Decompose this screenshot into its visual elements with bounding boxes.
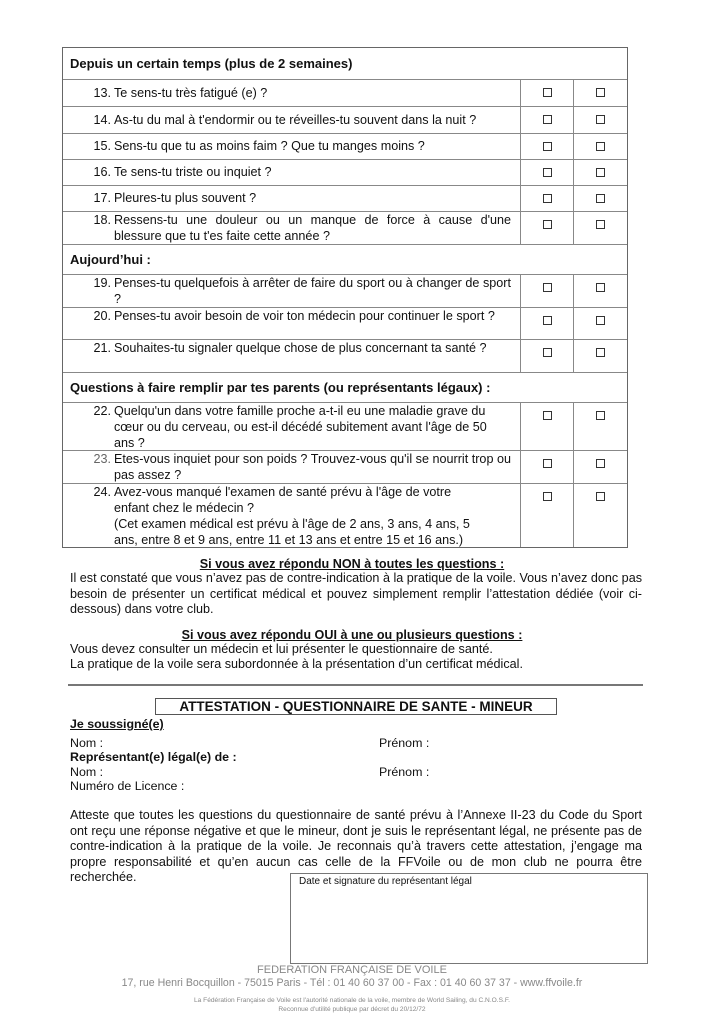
yes-checkbox[interactable] [543, 115, 552, 124]
section-title: Questions à faire remplir par tes parents (ou représentants légaux) : [70, 380, 491, 395]
question-number: 19. [93, 276, 111, 290]
section-title: Depuis un certain temps (plus de 2 semaines) [70, 56, 353, 71]
no-checkbox[interactable] [596, 316, 605, 325]
footer-legal-1: La Fédération Française de Voile est l'autorité nationale de la voile, membre de World Sailing, du C.N.O.S.F. [194, 997, 510, 1004]
question-row [63, 307, 627, 339]
no-checkbox[interactable] [596, 411, 605, 420]
no-checkbox[interactable] [596, 115, 605, 124]
je-soussigne-label: Je soussigné(e) [70, 717, 164, 731]
yes-checkbox[interactable] [543, 142, 552, 151]
questionnaire-table [62, 47, 628, 548]
prenom-label: Prénom : [379, 736, 430, 750]
no-checkbox[interactable] [596, 142, 605, 151]
prenom-mineur-label: Prénom : [379, 765, 430, 779]
yes-checkbox[interactable] [543, 88, 552, 97]
question-row [63, 106, 627, 133]
question-text: Sens-tu que tu as moins faim ? Que tu manges moins ? [114, 139, 425, 153]
no-checkbox[interactable] [596, 492, 605, 501]
yes-checkbox[interactable] [543, 168, 552, 177]
question-row [63, 450, 627, 483]
question-text: Ressens-tu une douleur ou un manque de force à cause d'une blessure que tu t'es faite cette année ? [114, 213, 511, 243]
yes-checkbox[interactable] [543, 316, 552, 325]
nom-mineur-label: Nom : [70, 765, 104, 779]
section-header [63, 244, 627, 274]
question-text: Te sens-tu triste ou inquiet ? [114, 165, 272, 179]
question-row [63, 79, 627, 106]
question-row [63, 159, 627, 185]
question-text: As-tu du mal à t'endormir ou te réveilles-tu souvent dans la nuit ? [114, 113, 477, 127]
footer-org: FEDERATION FRANÇAISE DE VOILE [257, 964, 447, 976]
representant-label: Représentant(e) légal(e) de : [70, 750, 237, 764]
attestation-statement: Atteste que toutes les questions du questionnaire de santé prévu à l’Annexe II-23 du Code du Sport ont reçu une réponse négative et que le mineur, dont je suis le représentant légal, ne présente pas de contre-indication à la pratique de la voile. Je reconnais qu’à travers cette attestation, j’engage ma propre responsabilité et qu’en aucun cas celle de la FFVoile ou de mon club ne pourra être recherchée. [70, 808, 642, 884]
question-row [63, 133, 627, 159]
no-checkbox[interactable] [596, 459, 605, 468]
attestation-title: ATTESTATION - QUESTIONNAIRE DE SANTE - MINEUR [155, 698, 557, 715]
question-text: Etes-vous inquiet pour son poids ? Trouvez-vous qu'il se nourrit trop ou pas assez ? [114, 452, 511, 482]
yes-checkbox[interactable] [543, 459, 552, 468]
question-number: 17. [93, 191, 111, 205]
footer-legal-2: Reconnue d'utilité publique par décret du 20/12/72 [278, 1006, 426, 1013]
oui-line-2: La pratique de la voile sera subordonnée à la présentation d’un certificat médical. [70, 657, 523, 671]
no-checkbox[interactable] [596, 194, 605, 203]
yes-checkbox[interactable] [543, 283, 552, 292]
question-number: 24. [93, 485, 111, 499]
footer-address: 17, rue Henri Bocquillon - 75015 Paris - Tél : 01 40 60 37 00 - Fax : 01 40 60 37 37 - www.ffvoile.fr [121, 977, 583, 989]
question-row [63, 211, 627, 244]
question-text: Pleures-tu plus souvent ? [114, 191, 257, 205]
question-number: 21. [93, 341, 111, 355]
nom-label: Nom : [70, 736, 104, 750]
yes-checkbox[interactable] [543, 411, 552, 420]
question-number: 16. [93, 165, 111, 179]
question-number: 20. [93, 309, 111, 323]
question-number: 13. [93, 86, 111, 100]
question-text: Avez-vous manqué l'examen de santé prévu à l'âge de votre enfant chez le médecin ? [114, 485, 452, 515]
question-text: Quelqu'un dans votre famille proche a-t-il eu une maladie grave du cœur ou du cerveau, ou est-il décédé subitement avant l'âge de 50 ans ? [114, 404, 487, 450]
question-number: 14. [93, 113, 111, 127]
yes-checkbox[interactable] [543, 220, 552, 229]
question-number: 23. [93, 452, 111, 466]
question-row [63, 274, 627, 307]
non-text: Il est constaté que vous n’avez pas de contre-indication à la pratique de la voile. Vous n’avez donc pas besoin de présenter un certificat médical et pouvez simplement remplir l’attestation dédiée (voir ci-dessous) dans votre club. [70, 571, 642, 616]
section-title: Aujourd’hui : [70, 252, 151, 267]
no-checkbox[interactable] [596, 88, 605, 97]
no-checkbox[interactable] [596, 283, 605, 292]
no-checkbox[interactable] [596, 348, 605, 357]
question-number: 22. [93, 404, 111, 418]
licence-label: Numéro de Licence : [70, 779, 185, 793]
question-text: Penses-tu avoir besoin de voir ton médecin pour continuer le sport ? [114, 309, 495, 323]
section-header [63, 48, 627, 79]
signature-box[interactable] [290, 873, 648, 964]
non-heading: Si vous avez répondu NON à toutes les questions : [199, 557, 505, 571]
no-checkbox[interactable] [596, 220, 605, 229]
question-note: (Cet examen médical est prévu à l'âge de 2 ans, 3 ans, 4 ans, 5 ans, entre 8 et 9 ans, entre 11 et 13 ans et entre 15 et 16 ans.) [114, 517, 470, 547]
question-number: 15. [93, 139, 111, 153]
question-text: Souhaites-tu signaler quelque chose de plus concernant ta santé ? [114, 341, 487, 355]
question-row [63, 483, 627, 547]
no-checkbox[interactable] [596, 168, 605, 177]
oui-heading: Si vous avez répondu OUI à une ou plusieurs questions : [181, 628, 523, 642]
question-text: Te sens-tu très fatigué (e) ? [114, 86, 268, 100]
section-header [63, 372, 627, 402]
oui-line-1: Vous devez consulter un médecin et lui présenter le questionnaire de santé. [70, 642, 493, 656]
divider [68, 684, 643, 686]
yes-checkbox[interactable] [543, 194, 552, 203]
question-row [63, 185, 627, 211]
question-row [63, 339, 627, 372]
yes-checkbox[interactable] [543, 348, 552, 357]
signature-label: Date et signature du représentant légal [299, 876, 472, 887]
question-text: Penses-tu quelquefois à arrêter de faire du sport ou à changer de sport ? [114, 276, 511, 306]
yes-checkbox[interactable] [543, 492, 552, 501]
question-row [63, 402, 627, 450]
question-number: 18. [93, 213, 111, 227]
